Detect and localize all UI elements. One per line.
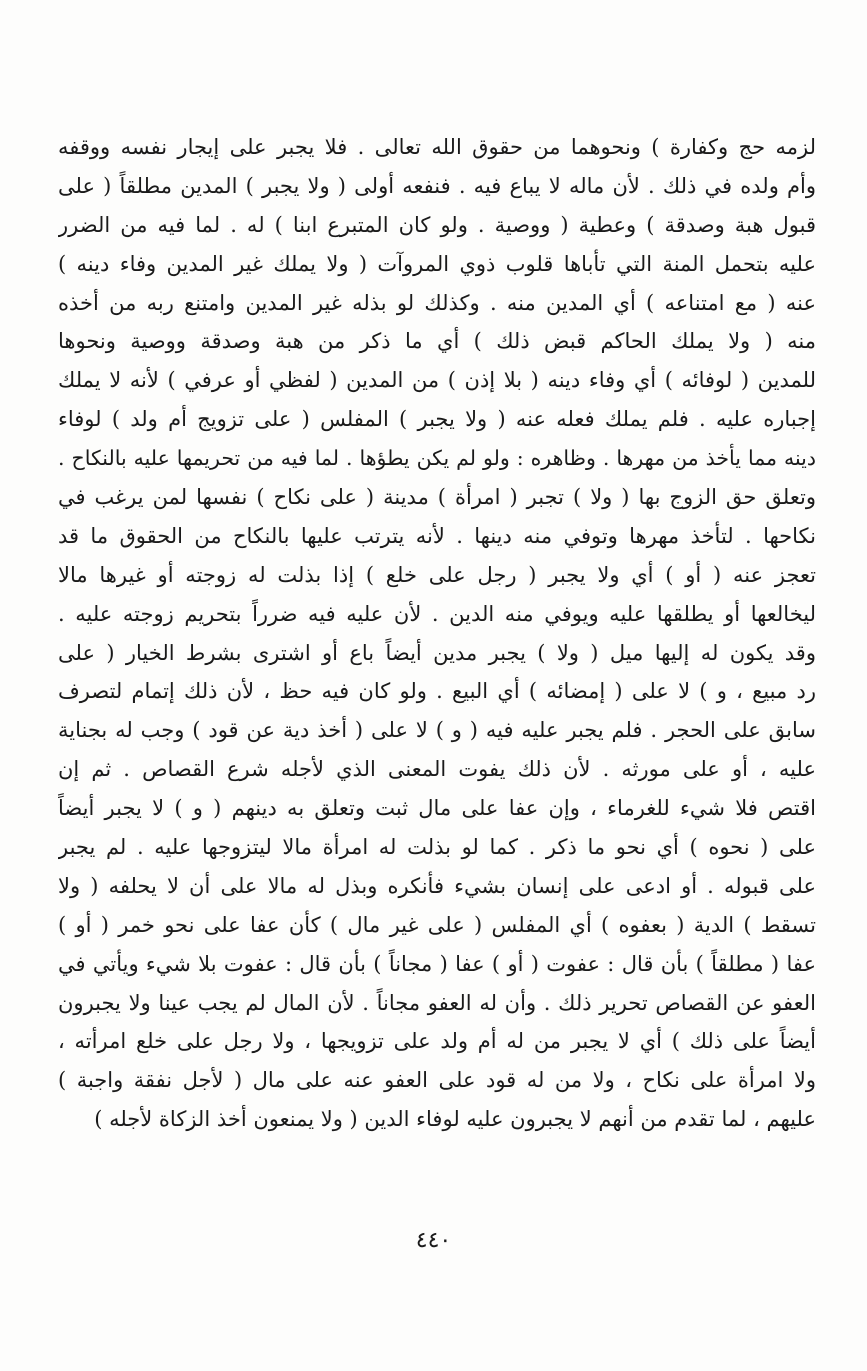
text-line: وتعلق حق الزوج بها ( ولا ) تجبر ( امرأة ) مدينة ( على نكاح ) نفسها لمن يرغب في: [58, 485, 816, 510]
text-line: ولا امرأة على نكاح ، ولا من له قود على العفو عنه على مال ( لأجل نفقة واجبة ): [58, 1068, 816, 1093]
text-line: عفا ( مطلقاً ) بأن قال : عفوت ( أو ) عفا ( مجاناً ) بأن قال : عفوت بلا شيء ويأتي في: [58, 951, 816, 976]
text-line: العفو عن القصاص تحرير ذلك . وأن له العفو مجاناً . لأن المال لم يجب عينا ولا يجبرون: [58, 990, 816, 1015]
text-line: اقتص فلا شيء للغرماء ، وإن عفا على مال ثبت وتعلق به دينهم ( و ) لا يجبر أيضاً: [58, 796, 816, 821]
text-line: منه ( ولا يملك الحاكم قبض ذلك ) أي ما ذكر من هبة وصدقة ووصية ونحوها: [58, 329, 816, 354]
text-line: تسقط ) الدية ( بعفوه ) أي المفلس ( على غير مال ) كأن عفا على نحو خمر ( أو ): [58, 912, 816, 937]
body-text: [58, 128, 816, 1139]
text-line: عليه بتحمل المنة التي تأباها قلوب ذوي المروآت ( ولا يملك غير المدين وفاء دينه ): [58, 251, 816, 276]
text-line: على قبوله . أو ادعى على إنسان بشيء فأنكره وبذل له مالا على أن لا يحلفه ( ولا: [58, 873, 816, 898]
text-line: للمدين ( لوفائه ) أي وفاء دينه ( بلا إذن ) من المدين ( لفظي أو عرفي ) لأنه لا يملك: [58, 368, 816, 393]
text-line: تعجز عنه ( أو ) أي ولا يجبر ( رجل على خلع ) إذا بذلت له زوجته أو غيرها مالا: [58, 562, 816, 587]
text-line: نكاحها . لتأخذ مهرها وتوفي منه دينها . لأنه يترتب عليها بالنكاح من الحقوق ما قد: [58, 523, 816, 548]
text-line: قبول هبة وصدقة ) وعطية ( ووصية . ولو كان المتبرع ابنا ) له . لما فيه من الضرر: [58, 212, 816, 237]
page-number: ٤٤٠: [415, 1228, 452, 1253]
text-line: وأم ولده في ذلك . لأن ماله لا يباع فيه . فنفعه أولى ( ولا يجبر ) المدين مطلقاً ( على: [58, 173, 816, 198]
text-line: عليه ، أو على مورثه . لأن ذلك يفوت المعنى الذي لأجله شرع القصاص . ثم إن: [58, 757, 816, 782]
text-line: على ( نحوه ) أي نحو ما ذكر . كما لو بذلت له امرأة مالا ليتزوجها عليه . لم يجبر: [58, 835, 816, 860]
text-line: سابق على الحجر . فلم يجبر عليه فيه ( و ) لا على ( أخذ دية عن قود ) وجب له بجناية: [58, 718, 816, 743]
text-line: إجباره عليه . فلم يملك فعله عنه ( ولا يجبر ) المفلس ( على تزويج أم ولد ) لوفاء: [58, 407, 816, 432]
text-line: أيضاً على ذلك ) أي لا يجبر من له أم ولد على تزويجها ، ولا رجل على خلع امرأته ،: [58, 1029, 816, 1054]
text-line: لزمه حج وكفارة ) ونحوهما من حقوق الله تعالى . فلا يجبر على إيجار نفسه ووقفه: [58, 135, 816, 159]
text-line: ليخالعها أو يطلقها عليه ويوفي منه الدين . لأن عليه فيه ضرراً بتحريم زوجته عليه .: [58, 601, 816, 626]
text-line: عليهم ، لما تقدم من أنهم لا يجبرون عليه لوفاء الدين ( ولا يمنعون أخذ الزكاة لأجله ): [94, 1107, 816, 1132]
text-line: عنه ( مع امتناعه ) أي المدين منه . وكذلك لو بذله غير المدين وامتنع ربه من أخذه: [58, 290, 816, 315]
text-line: رد مبيع ، و ) لا على ( إمضائه ) أي البيع . ولو كان فيه حظ ، لأن ذلك إتمام لتصرف: [58, 679, 816, 704]
text-line: وقد يكون له إليها ميل ( ولا ) يجبر مدين أيضاً باع أو اشترى بشرط الخيار ( على: [58, 640, 816, 665]
text-line: دينه مما يأخذ من مهرها . وظاهره : ولو لم يكن يطؤها . لما فيه من تحريمها عليه بالنكاح .: [58, 446, 816, 471]
